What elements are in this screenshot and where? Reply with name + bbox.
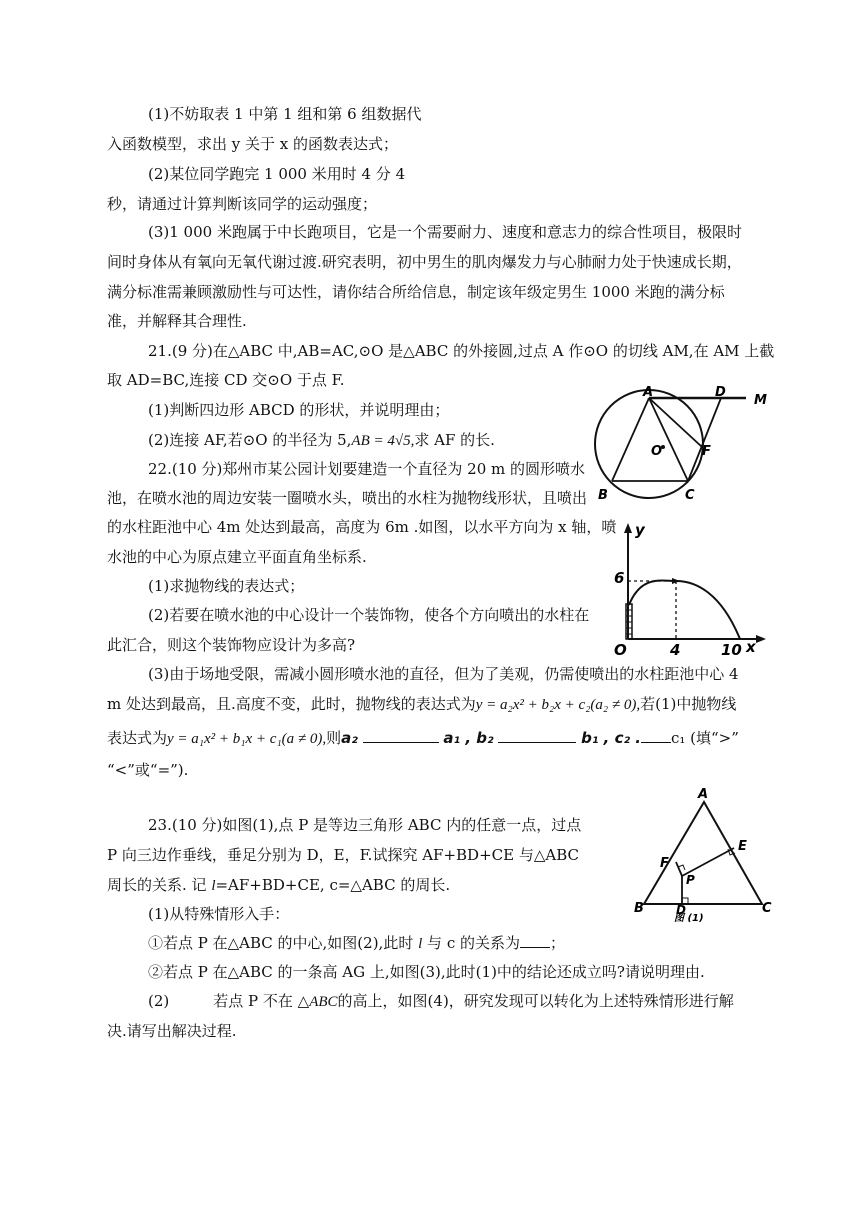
q22-line-1: 22.(10 分)郑州市某公园计划要建造一个直径为 20 m 的圆形喷水 bbox=[148, 460, 586, 478]
q22-label-ten: 10 bbox=[721, 641, 742, 657]
q23-symbol-l-2: l bbox=[418, 936, 423, 952]
q23-label-E: E bbox=[738, 839, 747, 854]
q23-line-8: 决.请写出解决过程. bbox=[107, 1022, 237, 1040]
q22-blank-3[interactable] bbox=[641, 728, 671, 743]
q23-label-B: B bbox=[634, 901, 644, 916]
q21-line-4b: 求 AF 的长. bbox=[414, 431, 495, 449]
q23-line-1: 23.(10 分)如图(1),点 P 是等边三角形 ABC 内的任意一点，过点 bbox=[148, 816, 582, 834]
q22-line-2: 池，在喷水池的周边安装一圈喷水头，喷出的水柱为抛物线形状，且喷出 bbox=[107, 489, 588, 507]
q23-figure-caption: 图 (1) bbox=[674, 913, 704, 922]
q23-blank-1[interactable] bbox=[520, 933, 550, 948]
q23-line-7a: (2) bbox=[148, 992, 170, 1010]
q21-label-D: D bbox=[715, 385, 726, 400]
q20-line-6: 间时身体从有氧向无氧代谢过渡.研究表明，初中男生的肌肉爆发力与心肺耐力处于快速成长期， bbox=[107, 253, 742, 271]
q22-label-origin: O bbox=[614, 641, 627, 657]
q22-line-8: (3)由于场地受限，需减小圆形喷水池的直径，但为了美观，仍需使喷出的水柱距池中心 4 bbox=[148, 665, 739, 683]
q23-label-D: D bbox=[676, 903, 686, 917]
q23-triangle-figure bbox=[630, 786, 780, 922]
q21-line-1: 21.(9 分)在△ABC 中,AB=AC,⊙O 是△ABC 的外接圆,过点 A 作⊙O 的切线 AM,在 AM 上截 bbox=[148, 342, 775, 360]
q23-line-5c: ； bbox=[550, 934, 566, 952]
q22-line-9b: 若(1)中抛物线 bbox=[640, 695, 737, 713]
q23-label-P: P bbox=[686, 873, 695, 887]
q23-symbol-l: l bbox=[211, 878, 216, 894]
q21-label-M: M bbox=[754, 393, 767, 408]
q23-label-A: A bbox=[698, 787, 709, 802]
q21-label-B: B bbox=[598, 488, 608, 503]
q22-line-5: (1)求抛物线的表达式； bbox=[148, 577, 305, 595]
q22-parabola-figure bbox=[606, 515, 772, 657]
q20-line-8: 准，并解释其合理性. bbox=[107, 312, 247, 330]
q22-old-parabola-expression: y = a₁x² + b₁x + c₁(a ≠ 0), bbox=[167, 731, 327, 747]
q23-line-6: ②若点 P 在△ABC 的一条高 AG 上,如图(3),此时(1)中的结论还成立吗?请说明理由. bbox=[148, 963, 705, 981]
q22-line-6: (2)若要在喷水池的中心设计一个装饰物，使各个方向喷出的水柱在 bbox=[148, 606, 590, 624]
q22-symbol-a2: a₂ bbox=[341, 729, 358, 747]
q21-line-3: (1)判断四边形 ABCD 的形状，并说明理由； bbox=[148, 401, 450, 419]
q23-line-3b: =AF+BD+CE, c=△ABC 的周长. bbox=[215, 876, 451, 894]
q21-line-2: 取 AD=BC,连接 CD 交⊙O 于点 F. bbox=[107, 371, 345, 389]
q22-label-y: y bbox=[635, 521, 645, 539]
q20-line-2: 入函数模型，求出 y 关于 x 的函数表达式； bbox=[107, 135, 399, 153]
q20-line-5: (3)1 000 米跑属于中长跑项目，它是一个需要耐力、速度和意志力的综合性项目，极限时 bbox=[148, 223, 742, 241]
q22-blank-2[interactable] bbox=[498, 728, 576, 743]
q20-line-7: 满分标准需兼顾激励性与可达性，请你结合所给信息，制定该年级定男生 1000 米跑的满分标 bbox=[107, 283, 725, 301]
q23-line-3 bbox=[107, 875, 450, 896]
q22-blank-1[interactable] bbox=[363, 728, 439, 743]
q23-line-4: (1)从特殊情形入手： bbox=[148, 905, 290, 923]
q23-line-3a: 周长的关系. 记 bbox=[107, 876, 212, 894]
q23-triangle-abc: △ABC bbox=[297, 994, 338, 1010]
q23-line-2: P 向三边作垂线，垂足分别为 D，E，F.试探究 AF+BD+CE 与△ABC bbox=[107, 846, 579, 864]
q22-line-10b: 则 bbox=[326, 729, 342, 747]
q21-label-F: F bbox=[702, 444, 711, 459]
q23-label-C: C bbox=[762, 901, 772, 916]
q22-label-six: 6 bbox=[614, 569, 625, 587]
q23-line-7 bbox=[148, 991, 734, 1012]
q21-label-A: A bbox=[643, 385, 654, 400]
q21-circle-figure bbox=[592, 385, 778, 507]
q23-line-5a: ①若点 P 在△ABC 的中心,如图(2),此时 bbox=[148, 934, 419, 952]
q22-label-x: x bbox=[746, 638, 756, 656]
q22-line-10a: 表达式为 bbox=[107, 729, 168, 747]
q22-line-7: 此汇合，则这个装饰物应设计为多高? bbox=[107, 636, 356, 654]
q21-label-C: C bbox=[685, 488, 695, 503]
q22-symbol-a1-b2: a₁ , b₂ bbox=[443, 729, 494, 747]
q21-line-4 bbox=[148, 430, 495, 451]
q20-line-3: (2)某位同学跑完 1 000 米用时 4 分 4 bbox=[148, 165, 406, 183]
q23-line-5 bbox=[148, 933, 565, 954]
q22-line-3: 的水柱距池中心 4m 处达到最高，高度为 6m .如图，以水平方向为 x 轴，喷 bbox=[107, 518, 617, 536]
q22-line-10 bbox=[107, 728, 739, 749]
q22-line-10c: c₁ (填“>” bbox=[670, 729, 739, 747]
q21-ab-expression: AB = 4√5, bbox=[351, 433, 415, 449]
q22-new-parabola-expression: y = a₂x² + b₂x + c₂(a₂ ≠ 0), bbox=[475, 697, 641, 713]
q23-line-5b: 与 c 的关系为 bbox=[422, 934, 520, 952]
q21-label-O: O bbox=[651, 444, 663, 459]
q23-line-7c: 的高上，如图(4)，研究发现可以转化为上述特殊情形进行解 bbox=[337, 992, 734, 1010]
q23-label-F: F bbox=[660, 856, 669, 871]
q20-line-1: (1)不妨取表 1 中第 1 组和第 6 组数据代 bbox=[148, 105, 422, 123]
q22-line-9a: m 处达到最高，且.高度不变，此时，抛物线的表达式为 bbox=[107, 695, 476, 713]
q23-line-7b: 若点 P 不在 bbox=[213, 992, 293, 1010]
q22-symbol-b1-c2: b₁ , c₂ . bbox=[581, 729, 641, 747]
q21-line-4a: (2)连接 AF,若⊙O 的半径为 5, bbox=[148, 431, 352, 449]
q22-line-4: 水池的中心为原点建立平面直角坐标系. bbox=[107, 548, 367, 566]
q22-line-9 bbox=[107, 694, 736, 715]
q22-label-four: 4 bbox=[670, 641, 681, 657]
q20-line-4: 秒，请通过计算判断该同学的运动强度； bbox=[107, 195, 378, 213]
q22-line-11: “<”或“=”). bbox=[107, 761, 189, 779]
